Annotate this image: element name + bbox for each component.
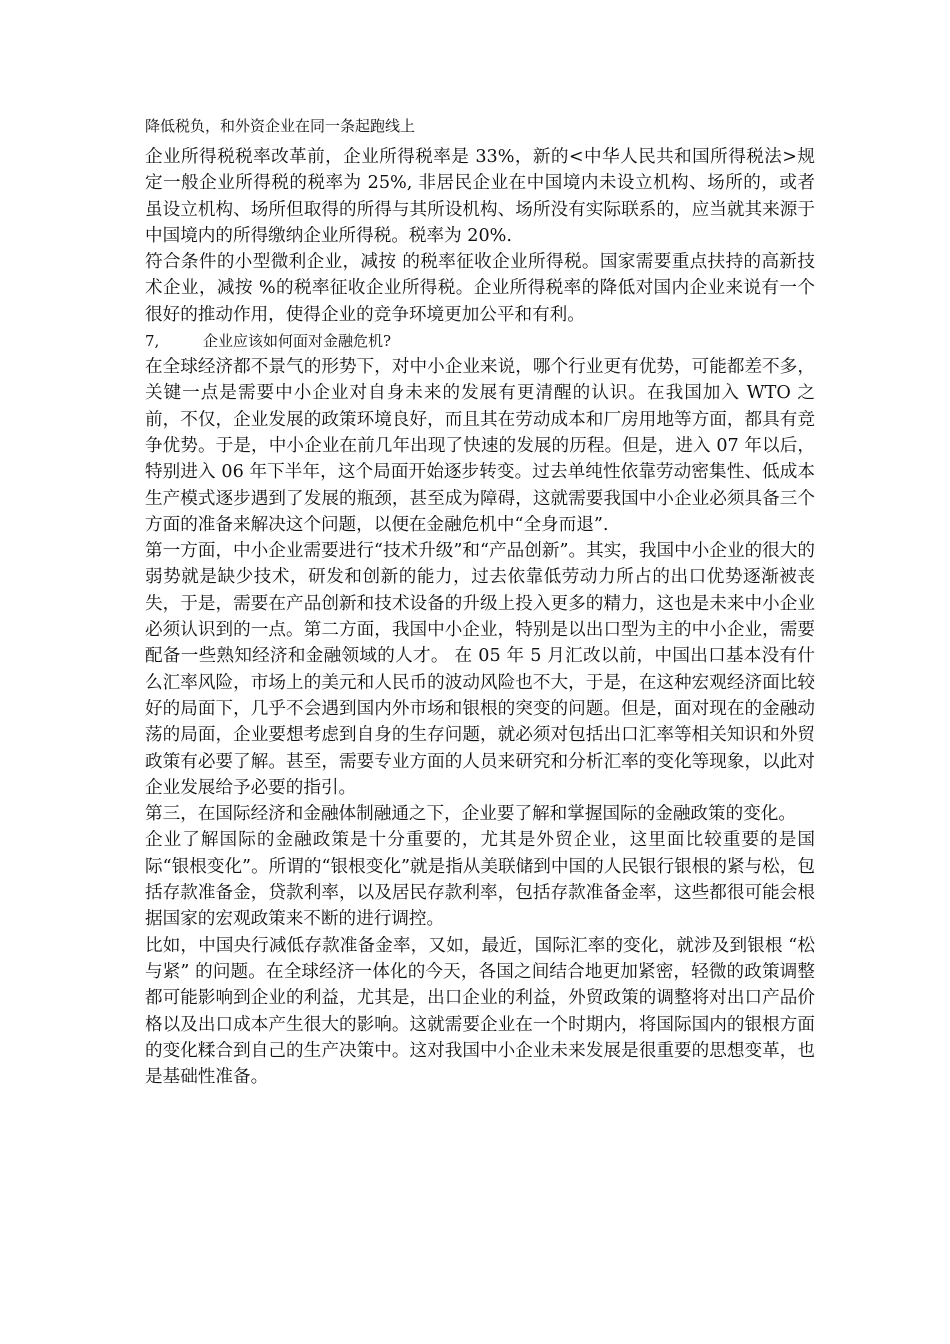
document-page (145, 114, 815, 1090)
paragraph-example: 比如，中国央行减低存款准备金率，又如，最近，国际汇率的变化，就涉及到银根 “松与紧” 的问题。在全球经济一体化的今天，各国之间结合地更加紧密，轻微的政策调整都可能影响到企业的利益，尤其是，出口企业的利益，外贸政策的调整将对出口产品价格以及出口成本产生很大的影响。这就需要企业在一个时期内，将国际国内的银根方面的变化糅合到自己的生产决策中。这对我国中小企业未来发展是很重要的思想变革，也是基础性准备。 (145, 935, 815, 1088)
paragraph-monetary-policy: 企业了解国际的金融政策是十分重要的，尤其是外贸企业，这里面比较重要的是国际“银根变化”。所谓的“银根变化”就是指从美联储到中国的人民银行银根的紧与松，包括存款准备金，贷款利率，以及居民存款利率，包括存款准备金率，这些都很可能会根据国家的宏观政策来不断的进行调控。 (145, 830, 815, 930)
section-heading: 降低税负，和外资企业在同一条起跑线上 (145, 117, 416, 135)
paragraph-first-second-aspect: 第一方面，中小企业需要进行“技术升级”和“产品创新”。其实，我国中小企业的很大的弱势就是缺少技术，研发和创新的能力，过去依靠低劳动力所占的出口优势逐渐被丧失，于是，需要在产品创新和技术设备的升级上投入更多的精力，这也是未来中小企业必须认识到的一点。第二方面，我国中小企业，特别是以出口型为主的中小企业，需要配备一些熟知经济和金融领域的人才。 在 05 年 5 月汇改以前，中国出口基本没有什么汇率风险，市场上的美元和人民币的波动风险也不大，于是，在这种宏观经济面比较好的局面下，几乎不会遇到国内外市场和银根的突变的问题。但是，面对现在的金融动荡的局面，企业要想考虑到自身的生存问题，就必须对包括出口汇率等相关知识和外贸政策有必要了解。甚至，需要专业方面的人员来研究和分析汇率的变化等现象，以此对企业发展给予必要的指引。 (145, 541, 815, 798)
question-line (145, 328, 815, 354)
question-number: 7, (145, 332, 160, 351)
question-text: 企业应该如何面对金融危机? (203, 332, 392, 351)
paragraph-third-aspect: 第三，在国际经济和金融体制融通之下，企业要了解和掌握国际的金融政策的变化。 (145, 804, 796, 825)
paragraph-tax-rate: 企业所得税税率改革前，企业所得税率是 33%，新的<中华人民共和国所得税法>规定一般企业所得税的税率为 25%, 非居民企业在中国境内未设立机构、场所的，或者虽设立机构、场所但取得的所得与其所设机构、场所没有实际联系的，应当就其来源于中国境内的所得缴纳企业所得税。税率为 20%. (145, 147, 815, 246)
paragraph-tax-reduction: 符合条件的小型微利企业，减按 的税率征收企业所得税。国家需要重点扶持的高新技术企业，减按 %的税率征收企业所得税。企业所得税率的降低对国内企业来说有一个很好的推动作用，使得企业的竞争环境更加公平和有利。 (145, 252, 815, 325)
paragraph-crisis-context: 在全球经济都不景气的形势下，对中小企业来说，哪个行业更有优势，可能都差不多，关键一点是需要中小企业对自身未来的发展有更清醒的认识。在我国加入 WTO 之前，不仅，企业发展的政策环境良好，而且其在劳动成本和厂房用地等方面，都具有竞争优势。于是，中小企业在前几年出现了快速的发展的历程。但是，进入 07 年以后，特别进入 06 年下半年，这个局面开始逐步转变。过去单纯性依靠劳动密集性、低成本生产模式逐步遇到了发展的瓶颈，甚至成为障碍，这就需要我国中小企业必须具备三个方面的准备来解决这个问题，以便在金融危机中“全身而退”. (145, 357, 815, 535)
